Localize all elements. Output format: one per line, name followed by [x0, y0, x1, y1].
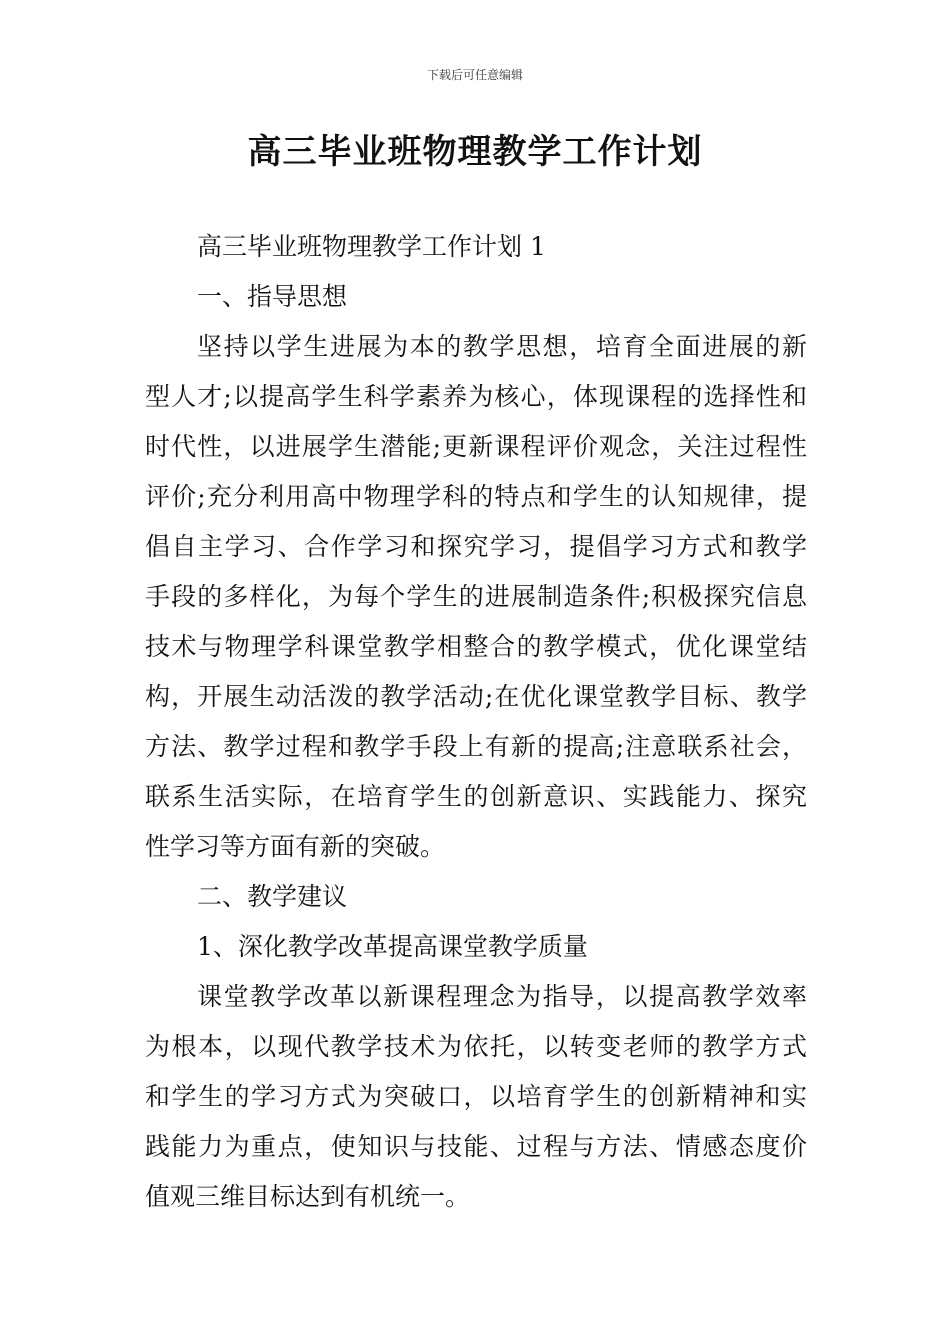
plan-subtitle: 高三毕业班物理教学工作计划 1 — [197, 232, 546, 261]
paragraph-line: 时代性，以进展学生潜能;更新课程评价观念，关注过程性 — [145, 432, 807, 461]
document-title: 高三毕业班物理教学工作计划 — [247, 132, 703, 172]
paragraph-line: 型人才;以提高学生科学素养为核心，体现课程的选择性和 — [145, 382, 807, 411]
paragraph-line: 评价;充分利用高中物理学科的特点和学生的认知规律，提 — [145, 482, 807, 511]
paragraph-line: 坚持以学生进展为本的教学思想，培育全面进展的新 — [197, 332, 807, 361]
section-heading-guiding-thought: 一、指导思想 — [197, 282, 348, 311]
subsection-heading: 1、深化教学改革提高课堂教学质量 — [197, 932, 588, 961]
paragraph-line: 倡自主学习、合作学习和探究学习，提倡学习方式和教学 — [145, 532, 807, 561]
section-heading-teaching-suggestions: 二、教学建议 — [197, 882, 348, 911]
paragraph-line: 课堂教学改革以新课程理念为指导，以提高教学效率 — [197, 982, 807, 1011]
paragraph-line: 联系生活实际，在培育学生的创新意识、实践能力、探究 — [145, 782, 807, 811]
paragraph-line: 为根本，以现代教学技术为依托，以转变老师的教学方式 — [145, 1032, 807, 1061]
paragraph-line: 性学习等方面有新的突破。 — [145, 832, 446, 861]
paragraph-line: 值观三维目标达到有机统一。 — [145, 1182, 471, 1211]
paragraph-line: 方法、教学过程和教学手段上有新的提高;注意联系社会， — [145, 732, 807, 761]
paragraph-line: 践能力为重点，使知识与技能、过程与方法、情感态度价 — [145, 1132, 807, 1161]
paragraph-line: 和学生的学习方式为突破口，以培育学生的创新精神和实 — [145, 1082, 807, 1111]
paragraph-line: 构，开展生动活泼的教学活动;在优化课堂教学目标、教学 — [145, 682, 807, 711]
paragraph-line: 手段的多样化，为每个学生的进展制造条件;积极探究信息 — [145, 582, 807, 611]
header-note: 下载后可任意编辑 — [426, 68, 523, 82]
paragraph-line: 技术与物理学科课堂教学相整合的教学模式，优化课堂结 — [145, 632, 807, 661]
document-body — [145, 222, 807, 1222]
